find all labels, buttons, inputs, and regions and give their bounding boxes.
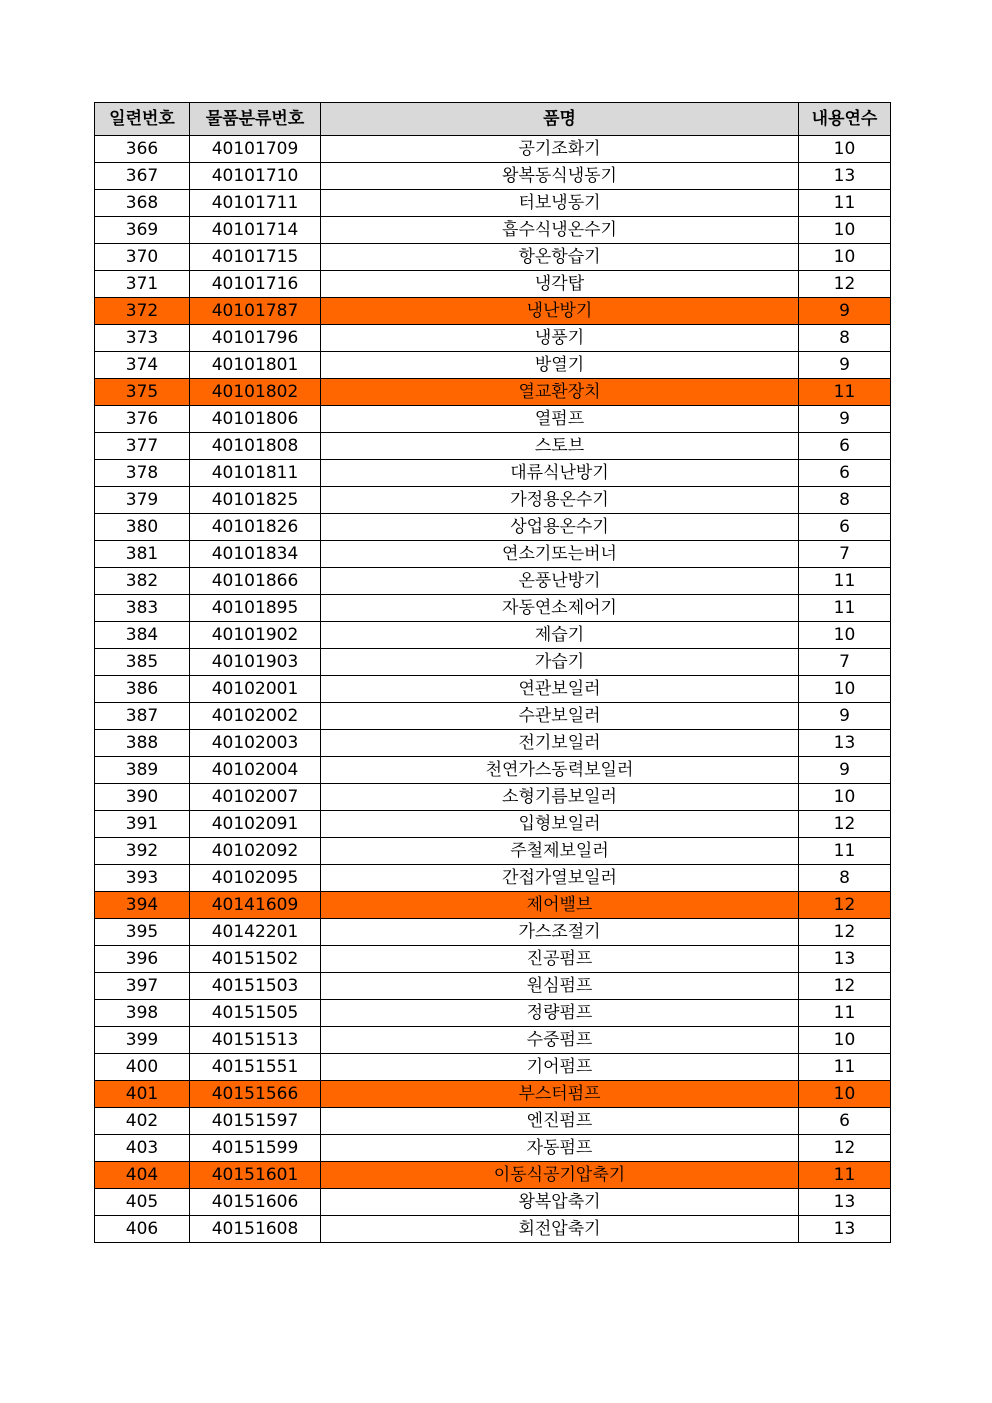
cell-classification-number: 40102092: [190, 838, 321, 865]
cell-useful-life: 6: [799, 433, 891, 460]
table-row: [95, 973, 891, 1000]
table-body: [95, 136, 891, 1243]
cell-serial-number: 389: [95, 757, 190, 784]
cell-serial-number: 393: [95, 865, 190, 892]
cell-item-name: 상업용온수기: [321, 514, 799, 541]
cell-classification-number: 40102001: [190, 676, 321, 703]
cell-useful-life: 11: [799, 1162, 891, 1189]
cell-useful-life: 6: [799, 460, 891, 487]
cell-serial-number: 374: [95, 352, 190, 379]
cell-serial-number: 375: [95, 379, 190, 406]
cell-classification-number: 40141609: [190, 892, 321, 919]
cell-item-name: 원심펌프: [321, 973, 799, 1000]
table-row: [95, 730, 891, 757]
cell-item-name: 공기조화기: [321, 136, 799, 163]
cell-item-name: 부스터펌프: [321, 1081, 799, 1108]
cell-serial-number: 394: [95, 892, 190, 919]
cell-classification-number: 40101796: [190, 325, 321, 352]
cell-classification-number: 40101825: [190, 487, 321, 514]
cell-useful-life: 7: [799, 541, 891, 568]
header-row: [95, 103, 891, 136]
cell-item-name: 간접가열보일러: [321, 865, 799, 892]
table-row: [95, 298, 891, 325]
table-header: [95, 103, 891, 136]
cell-classification-number: 40101787: [190, 298, 321, 325]
cell-useful-life: 11: [799, 1054, 891, 1081]
cell-useful-life: 11: [799, 838, 891, 865]
cell-classification-number: 40151599: [190, 1135, 321, 1162]
cell-useful-life: 10: [799, 1081, 891, 1108]
cell-useful-life: 10: [799, 136, 891, 163]
cell-classification-number: 40102091: [190, 811, 321, 838]
cell-serial-number: 395: [95, 919, 190, 946]
cell-item-name: 연관보일러: [321, 676, 799, 703]
cell-item-name: 가스조절기: [321, 919, 799, 946]
table-row: [95, 163, 891, 190]
cell-useful-life: 9: [799, 298, 891, 325]
cell-classification-number: 40102007: [190, 784, 321, 811]
cell-serial-number: 400: [95, 1054, 190, 1081]
table-row: [95, 622, 891, 649]
cell-serial-number: 391: [95, 811, 190, 838]
table-row: [95, 1162, 891, 1189]
useful-life-table-container: [94, 102, 890, 1243]
cell-serial-number: 392: [95, 838, 190, 865]
cell-serial-number: 385: [95, 649, 190, 676]
cell-serial-number: 372: [95, 298, 190, 325]
table-row: [95, 352, 891, 379]
table-row: [95, 460, 891, 487]
cell-useful-life: 6: [799, 1108, 891, 1135]
cell-serial-number: 386: [95, 676, 190, 703]
table-row: [95, 244, 891, 271]
cell-useful-life: 11: [799, 568, 891, 595]
table-row: [95, 838, 891, 865]
cell-serial-number: 380: [95, 514, 190, 541]
table-row: [95, 811, 891, 838]
cell-item-name: 열펌프: [321, 406, 799, 433]
cell-classification-number: 40151606: [190, 1189, 321, 1216]
cell-useful-life: 10: [799, 676, 891, 703]
cell-serial-number: 404: [95, 1162, 190, 1189]
cell-useful-life: 11: [799, 190, 891, 217]
cell-serial-number: 384: [95, 622, 190, 649]
cell-classification-number: 40142201: [190, 919, 321, 946]
cell-item-name: 소형기름보일러: [321, 784, 799, 811]
cell-item-name: 제어밸브: [321, 892, 799, 919]
cell-serial-number: 377: [95, 433, 190, 460]
cell-item-name: 왕복동식냉동기: [321, 163, 799, 190]
cell-useful-life: 9: [799, 757, 891, 784]
cell-item-name: 흡수식냉온수기: [321, 217, 799, 244]
cell-classification-number: 40151597: [190, 1108, 321, 1135]
cell-item-name: 입형보일러: [321, 811, 799, 838]
cell-useful-life: 9: [799, 703, 891, 730]
cell-serial-number: 383: [95, 595, 190, 622]
cell-useful-life: 13: [799, 163, 891, 190]
cell-serial-number: 378: [95, 460, 190, 487]
cell-serial-number: 376: [95, 406, 190, 433]
table-row: [95, 136, 891, 163]
cell-item-name: 수중펌프: [321, 1027, 799, 1054]
cell-useful-life: 12: [799, 892, 891, 919]
cell-serial-number: 368: [95, 190, 190, 217]
cell-serial-number: 382: [95, 568, 190, 595]
cell-item-name: 전기보일러: [321, 730, 799, 757]
cell-useful-life: 8: [799, 325, 891, 352]
table-row: [95, 703, 891, 730]
cell-classification-number: 40101895: [190, 595, 321, 622]
cell-useful-life: 8: [799, 487, 891, 514]
cell-item-name: 엔진펌프: [321, 1108, 799, 1135]
cell-item-name: 냉각탑: [321, 271, 799, 298]
cell-classification-number: 40101826: [190, 514, 321, 541]
table-row: [95, 406, 891, 433]
cell-useful-life: 10: [799, 622, 891, 649]
table-row: [95, 433, 891, 460]
cell-classification-number: 40101802: [190, 379, 321, 406]
cell-item-name: 스토브: [321, 433, 799, 460]
cell-serial-number: 396: [95, 946, 190, 973]
cell-item-name: 열교환장치: [321, 379, 799, 406]
cell-useful-life: 10: [799, 784, 891, 811]
cell-item-name: 온풍난방기: [321, 568, 799, 595]
table-row: [95, 379, 891, 406]
cell-item-name: 정량펌프: [321, 1000, 799, 1027]
cell-useful-life: 12: [799, 1135, 891, 1162]
table-row: [95, 919, 891, 946]
header-item-classification-number: 물품분류번호: [190, 103, 321, 136]
table-row: [95, 1054, 891, 1081]
cell-serial-number: 371: [95, 271, 190, 298]
cell-serial-number: 406: [95, 1216, 190, 1243]
cell-serial-number: 401: [95, 1081, 190, 1108]
cell-item-name: 터보냉동기: [321, 190, 799, 217]
cell-item-name: 이동식공기압축기: [321, 1162, 799, 1189]
cell-serial-number: 381: [95, 541, 190, 568]
cell-classification-number: 40102003: [190, 730, 321, 757]
cell-useful-life: 11: [799, 379, 891, 406]
cell-classification-number: 40151513: [190, 1027, 321, 1054]
table-row: [95, 1135, 891, 1162]
table-row: [95, 190, 891, 217]
cell-serial-number: 405: [95, 1189, 190, 1216]
cell-useful-life: 11: [799, 595, 891, 622]
cell-serial-number: 370: [95, 244, 190, 271]
cell-serial-number: 387: [95, 703, 190, 730]
cell-classification-number: 40151566: [190, 1081, 321, 1108]
table-row: [95, 892, 891, 919]
cell-item-name: 연소기또는버너: [321, 541, 799, 568]
cell-useful-life: 12: [799, 973, 891, 1000]
table-row: [95, 1216, 891, 1243]
cell-serial-number: 388: [95, 730, 190, 757]
cell-classification-number: 40151608: [190, 1216, 321, 1243]
cell-classification-number: 40101801: [190, 352, 321, 379]
table-row: [95, 1189, 891, 1216]
table-row: [95, 271, 891, 298]
table-row: [95, 1081, 891, 1108]
cell-classification-number: 40101808: [190, 433, 321, 460]
cell-serial-number: 398: [95, 1000, 190, 1027]
cell-item-name: 주철제보일러: [321, 838, 799, 865]
cell-item-name: 회전압축기: [321, 1216, 799, 1243]
cell-classification-number: 40151503: [190, 973, 321, 1000]
cell-classification-number: 40101811: [190, 460, 321, 487]
cell-item-name: 가습기: [321, 649, 799, 676]
cell-classification-number: 40101903: [190, 649, 321, 676]
cell-classification-number: 40101709: [190, 136, 321, 163]
cell-useful-life: 6: [799, 514, 891, 541]
cell-item-name: 천연가스동력보일러: [321, 757, 799, 784]
cell-item-name: 냉풍기: [321, 325, 799, 352]
cell-item-name: 항온항습기: [321, 244, 799, 271]
cell-classification-number: 40102095: [190, 865, 321, 892]
cell-serial-number: 403: [95, 1135, 190, 1162]
cell-classification-number: 40102004: [190, 757, 321, 784]
cell-classification-number: 40151551: [190, 1054, 321, 1081]
table-row: [95, 1027, 891, 1054]
cell-useful-life: 12: [799, 811, 891, 838]
cell-classification-number: 40102002: [190, 703, 321, 730]
cell-useful-life: 13: [799, 1189, 891, 1216]
table-row: [95, 784, 891, 811]
cell-classification-number: 40101711: [190, 190, 321, 217]
table-row: [95, 946, 891, 973]
table-row: [95, 541, 891, 568]
cell-item-name: 제습기: [321, 622, 799, 649]
table-row: [95, 217, 891, 244]
cell-serial-number: 366: [95, 136, 190, 163]
cell-item-name: 자동연소제어기: [321, 595, 799, 622]
table-row: [95, 595, 891, 622]
table-row: [95, 649, 891, 676]
cell-useful-life: 12: [799, 271, 891, 298]
cell-item-name: 대류식난방기: [321, 460, 799, 487]
cell-serial-number: 402: [95, 1108, 190, 1135]
table-row: [95, 514, 891, 541]
useful-life-table: [94, 102, 891, 1243]
cell-classification-number: 40101715: [190, 244, 321, 271]
cell-serial-number: 390: [95, 784, 190, 811]
table-row: [95, 325, 891, 352]
cell-item-name: 진공펌프: [321, 946, 799, 973]
cell-item-name: 자동펌프: [321, 1135, 799, 1162]
header-item-name: 품명: [321, 103, 799, 136]
cell-useful-life: 11: [799, 1000, 891, 1027]
table-row: [95, 757, 891, 784]
cell-classification-number: 40101866: [190, 568, 321, 595]
cell-item-name: 수관보일러: [321, 703, 799, 730]
cell-classification-number: 40101716: [190, 271, 321, 298]
cell-classification-number: 40101902: [190, 622, 321, 649]
cell-item-name: 왕복압축기: [321, 1189, 799, 1216]
cell-classification-number: 40101834: [190, 541, 321, 568]
table-row: [95, 676, 891, 703]
cell-useful-life: 13: [799, 1216, 891, 1243]
cell-classification-number: 40101710: [190, 163, 321, 190]
cell-serial-number: 367: [95, 163, 190, 190]
cell-useful-life: 12: [799, 919, 891, 946]
cell-serial-number: 397: [95, 973, 190, 1000]
table-row: [95, 487, 891, 514]
table-row: [95, 568, 891, 595]
cell-classification-number: 40151502: [190, 946, 321, 973]
cell-useful-life: 9: [799, 352, 891, 379]
cell-item-name: 기어펌프: [321, 1054, 799, 1081]
header-useful-life-years: 내용연수: [799, 103, 891, 136]
cell-serial-number: 399: [95, 1027, 190, 1054]
header-serial-number: 일련번호: [95, 103, 190, 136]
cell-useful-life: 10: [799, 217, 891, 244]
cell-useful-life: 10: [799, 244, 891, 271]
cell-item-name: 냉난방기: [321, 298, 799, 325]
table-row: [95, 865, 891, 892]
cell-classification-number: 40151601: [190, 1162, 321, 1189]
cell-serial-number: 369: [95, 217, 190, 244]
table-row: [95, 1000, 891, 1027]
cell-item-name: 방열기: [321, 352, 799, 379]
cell-classification-number: 40101714: [190, 217, 321, 244]
cell-classification-number: 40101806: [190, 406, 321, 433]
cell-useful-life: 13: [799, 946, 891, 973]
table-row: [95, 1108, 891, 1135]
cell-classification-number: 40151505: [190, 1000, 321, 1027]
cell-useful-life: 9: [799, 406, 891, 433]
cell-useful-life: 7: [799, 649, 891, 676]
cell-item-name: 가정용온수기: [321, 487, 799, 514]
cell-serial-number: 379: [95, 487, 190, 514]
cell-serial-number: 373: [95, 325, 190, 352]
cell-useful-life: 13: [799, 730, 891, 757]
cell-useful-life: 10: [799, 1027, 891, 1054]
cell-useful-life: 8: [799, 865, 891, 892]
